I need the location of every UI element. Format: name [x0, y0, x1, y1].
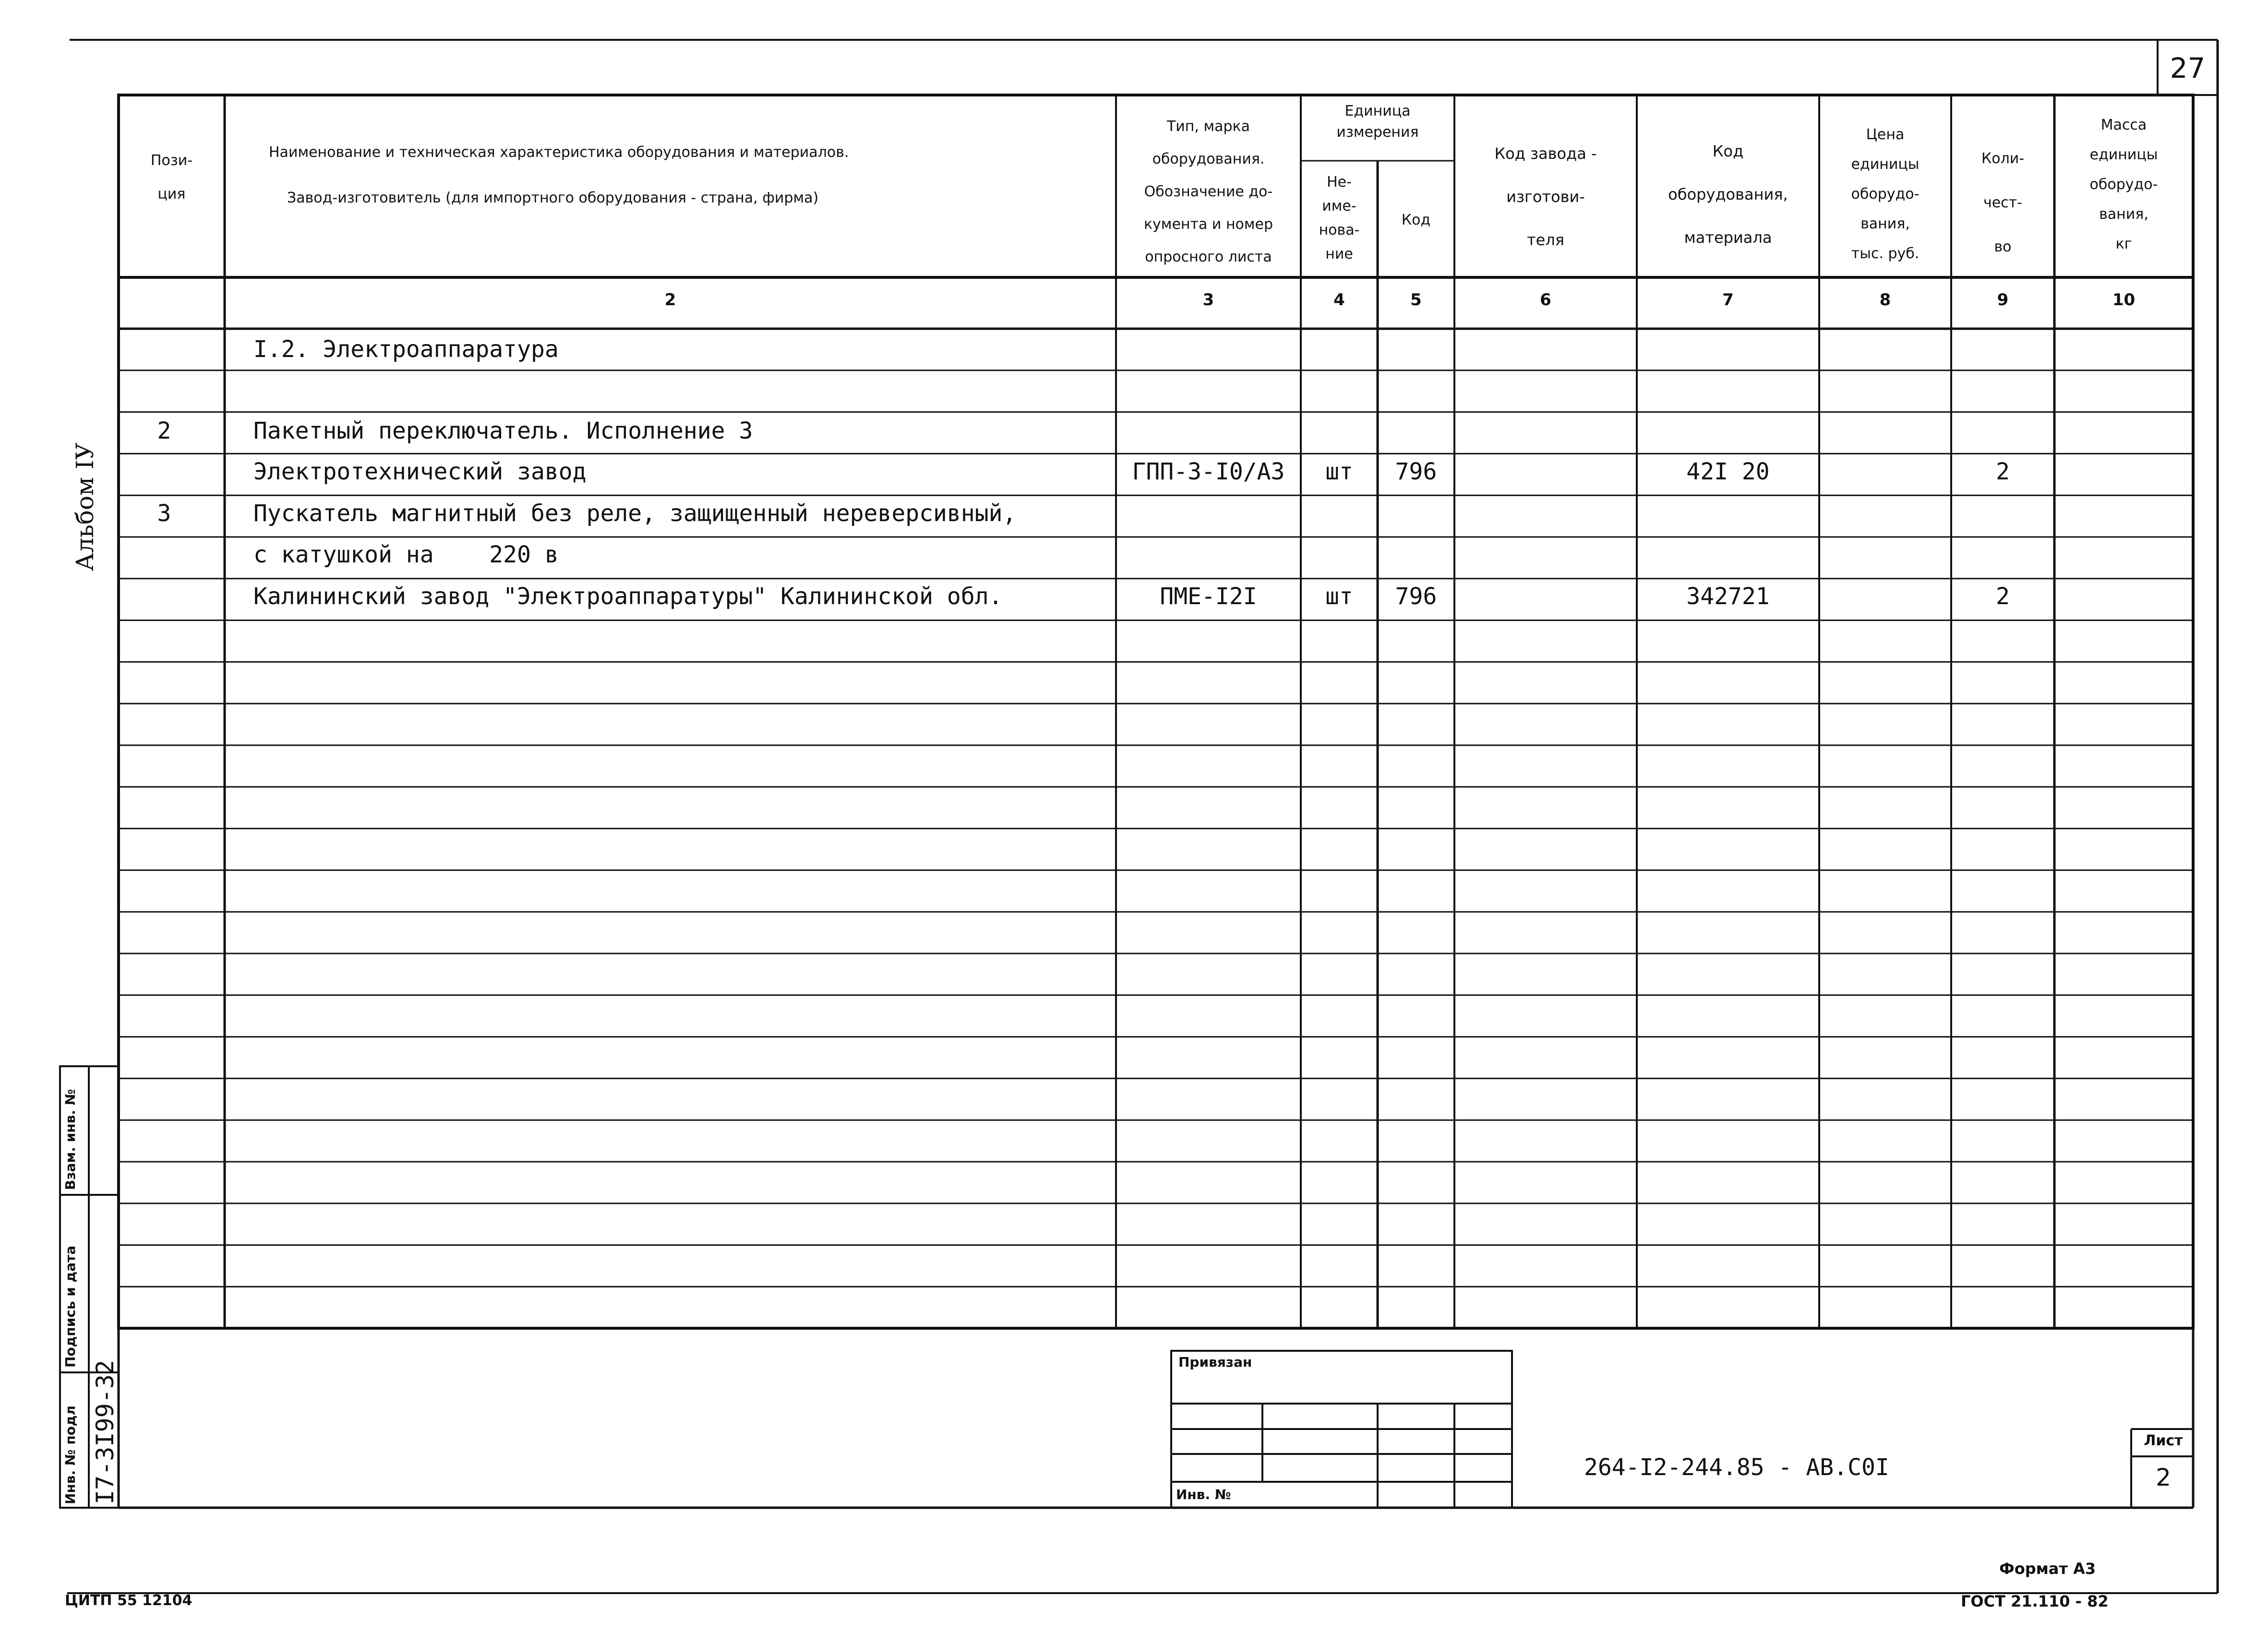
- row-position: 3: [157, 500, 171, 527]
- stamp-privyazan: Привязан: [1178, 1354, 1252, 1370]
- row-quantity: 2: [1996, 458, 2010, 485]
- colnum-6: 6: [1540, 290, 1551, 310]
- row-quantity: 2: [1996, 583, 2010, 610]
- colnum-3: 3: [1202, 290, 1214, 310]
- row-name: Пакетный переключатель. Исполнение 3: [253, 417, 753, 444]
- header-position: Пози- ция: [150, 152, 193, 203]
- stamp-inv-no: Инв. №: [1176, 1487, 1231, 1502]
- list-label: Лист: [2144, 1432, 2183, 1449]
- side-vzam-inv: Взам. инв. №: [62, 1089, 78, 1190]
- colnum-7: 7: [1722, 290, 1734, 310]
- colnum-4: 4: [1333, 290, 1345, 310]
- row-position: 2: [157, 417, 171, 444]
- header-quantity: Коли- чест- во: [1981, 150, 2025, 255]
- list-value: 2: [2156, 1464, 2171, 1491]
- footer-format: Формат А3: [1999, 1560, 2096, 1578]
- document-code: 264-I2-244.85 - АВ.С0I: [1584, 1454, 1889, 1481]
- header-price: Цена единицы оборудо- вания, тыс. руб.: [1851, 126, 1920, 262]
- side-podpis-data: Подпись и дата: [62, 1245, 78, 1368]
- header-unit-code: Код: [1401, 212, 1431, 228]
- header-mass: Масса единицы оборудо- вания, кг: [2089, 117, 2158, 252]
- row-unit: шт: [1325, 458, 1353, 485]
- row-name: I.2. Электроаппаратура: [253, 336, 559, 363]
- header-name-line1: Наименование и техническая характеристика оборудования и материалов.: [269, 144, 849, 161]
- colnum-2: 2: [664, 290, 676, 310]
- header-equipment-code: Код оборудования, материала: [1668, 142, 1788, 247]
- sheet-number: 27: [2170, 52, 2206, 84]
- row-name: Калининский завод "Электроаппаратуры" Калининской обл.: [253, 583, 1003, 610]
- row-name: Пускатель магнитный без реле, защищенный нереверсивный,: [253, 500, 1017, 527]
- side-inv-podl: Инв. № подл: [62, 1405, 78, 1504]
- album-label: Альбом IУ: [71, 442, 99, 571]
- header-type: Тип, марка оборудования. Обозначение до- кумента и номер опросного листа: [1143, 118, 1273, 265]
- header-factory-code: Код завода - изготови- теля: [1494, 144, 1597, 249]
- row-name: с катушкой на 220 в: [253, 541, 559, 568]
- row-name: Электротехнический завод: [253, 458, 587, 485]
- header-unit: Единица измерения: [1336, 103, 1419, 141]
- footer-gost: ГОСТ 21.110 - 82: [1961, 1592, 2109, 1610]
- row-type: ГПП-3-I0/А3: [1132, 458, 1285, 485]
- header-unit-name: Не- име- нова- ние: [1319, 174, 1360, 262]
- row-equipment-code: 42I 20: [1686, 458, 1770, 485]
- header-name-line2: Завод-изготовитель (для импортного оборудования - страна, фирма): [287, 190, 819, 206]
- side-inv-number: I7-3I99-32: [91, 1359, 119, 1504]
- footer-cipp: ЦИТП 55 12104: [65, 1592, 192, 1609]
- colnum-5: 5: [1410, 290, 1422, 310]
- colnum-8: 8: [1879, 290, 1891, 310]
- row-unit: шт: [1325, 583, 1353, 610]
- row-type: ПМЕ-I2I: [1160, 583, 1257, 610]
- row-equipment-code: 342721: [1686, 583, 1770, 610]
- row-unit-code: 796: [1395, 458, 1437, 485]
- row-unit-code: 796: [1395, 583, 1437, 610]
- colnum-9: 9: [1997, 290, 2009, 310]
- colnum-10: 10: [2112, 290, 2136, 310]
